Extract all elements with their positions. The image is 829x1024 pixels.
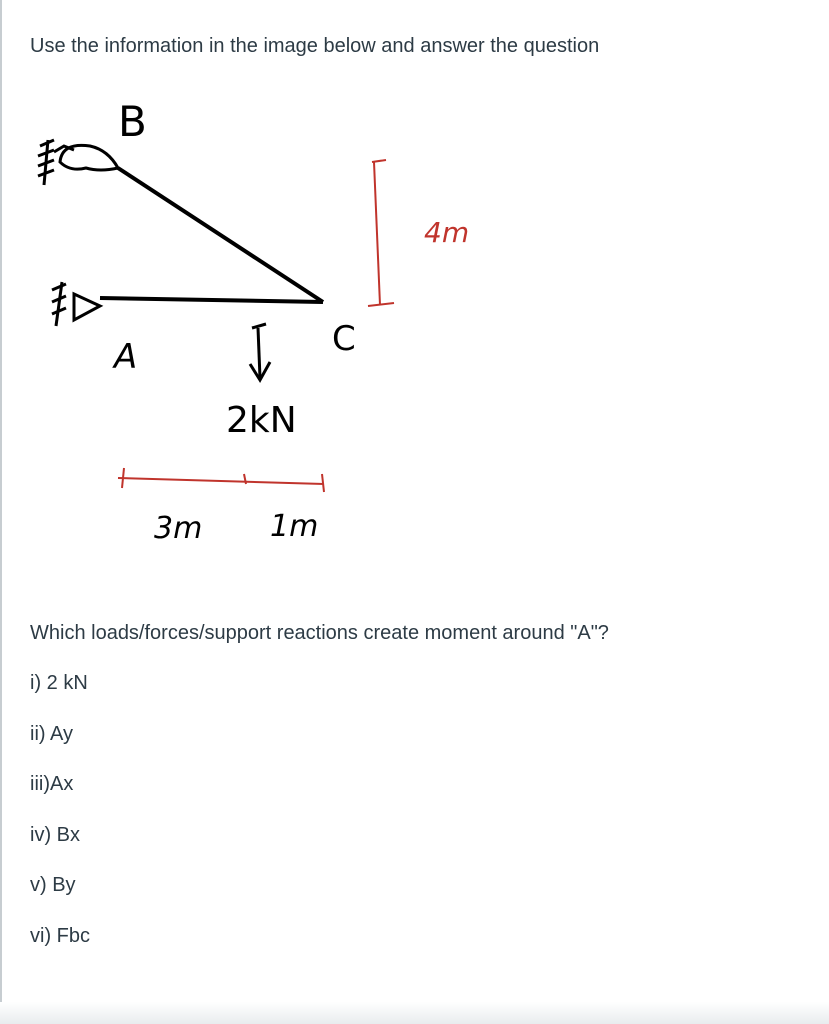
span-right-label: 1m <box>270 509 319 544</box>
left-border <box>0 0 2 1024</box>
question-text: Which loads/forces/support reactions create moment around "A"? <box>30 622 609 644</box>
label-a: A <box>114 337 138 377</box>
truss-diagram <box>30 80 530 560</box>
height-dimension-label: 4m <box>424 216 470 249</box>
pin-support-b <box>60 145 118 170</box>
answer-options <box>30 670 90 973</box>
member-ac <box>100 298 323 302</box>
height-dimension <box>368 160 394 306</box>
load-arrow <box>250 324 270 380</box>
question-prompt: Use the information in the image below and answer the question <box>30 35 600 57</box>
option-iv: iv) Bx <box>30 823 80 846</box>
bottom-edge <box>0 1002 829 1024</box>
span-left-label: 3m <box>154 511 203 546</box>
span-dimension <box>118 468 324 492</box>
option-ii: ii) Ay <box>30 722 73 745</box>
pin-support-a <box>74 294 100 320</box>
load-label: 2kN <box>226 400 297 441</box>
label-c: C <box>332 319 356 359</box>
label-b: B <box>118 97 147 146</box>
member-bc <box>118 168 323 302</box>
option-iii: iii)Ax <box>30 773 74 795</box>
option-v: v) By <box>30 874 76 896</box>
wall-support-a <box>52 282 66 326</box>
option-i: i) 2 kN <box>30 672 88 694</box>
option-vi: vi) Fbc <box>30 924 90 947</box>
